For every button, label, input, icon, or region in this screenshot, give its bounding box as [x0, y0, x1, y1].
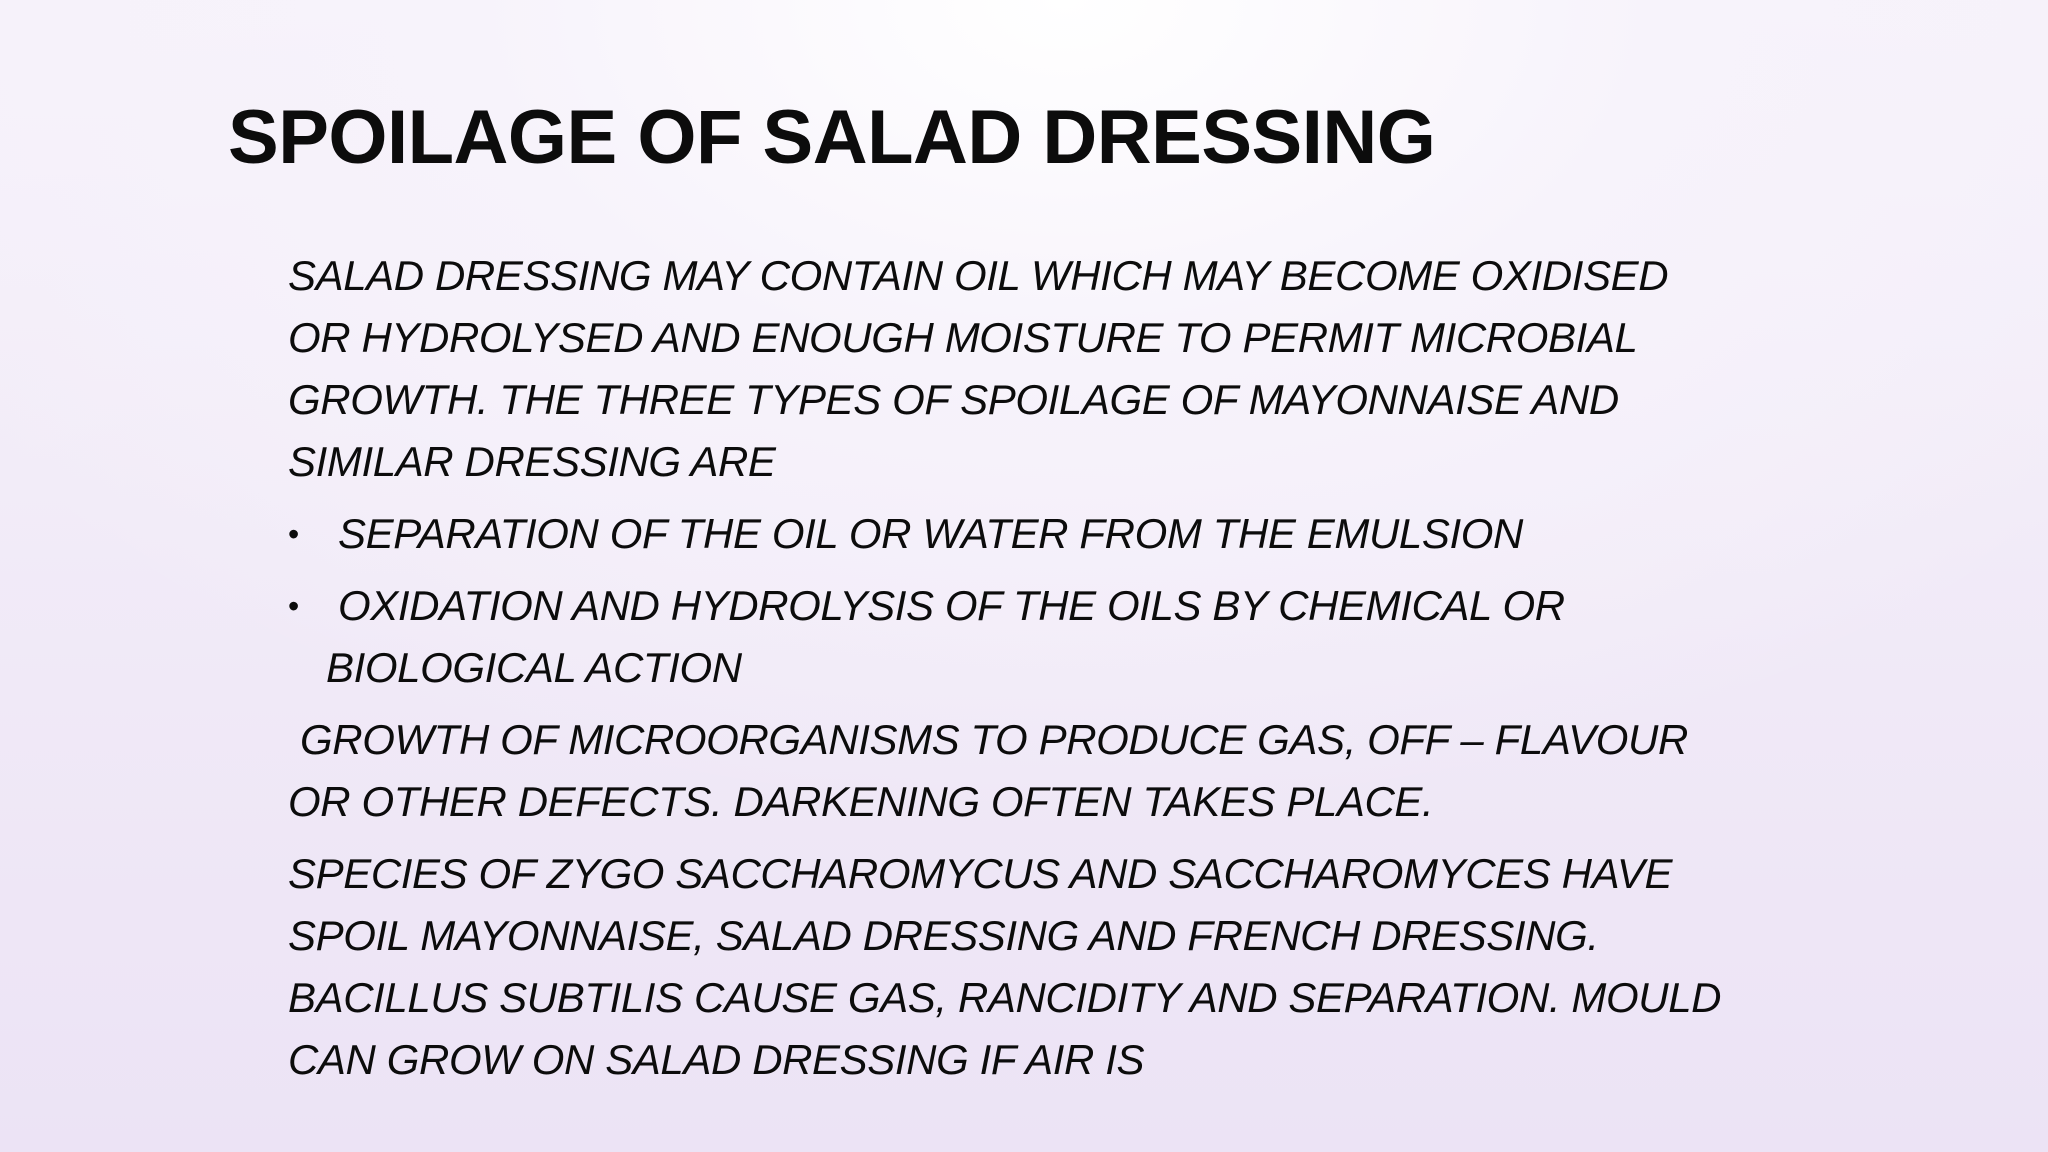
bullet-icon: • — [288, 588, 299, 624]
slide-title: SPOILAGE OF SALAD DRESSING — [228, 95, 1436, 180]
list-item — [288, 575, 1728, 699]
paragraph-gap — [288, 833, 1728, 843]
slide-body — [288, 245, 1728, 1091]
spoilage-type-list — [288, 503, 1728, 699]
growth-paragraph: GROWTH OF MICROORGANISMS TO PRODUCE GAS, OFF – FLAVOUR OR OTHER DEFECTS. DARKENING OFTEN TAKES PLACE. — [288, 716, 1688, 825]
bullet-text: OXIDATION AND HYDROLYSIS OF THE OILS BY CHEMICAL OR BIOLOGICAL ACTION — [326, 582, 1565, 691]
intro-paragraph: SALAD DRESSING MAY CONTAIN OIL WHICH MAY BECOME OXIDISED OR HYDROLYSED AND ENOUGH MOISTURE TO PERMIT MICROBIAL GROWTH. THE THREE TYPES OF SPOILAGE OF MAYONNAISE AND SIMILAR DRESSING ARE — [288, 252, 1669, 485]
species-paragraph: SPECIES OF ZYGO SACCHAROMYCUS AND SACCHAROMYCES HAVE SPOIL MAYONNAISE, SALAD DRESSING AND FRENCH DRESSING. BACILLUS SUBTILIS CAUSE GAS, RANCIDITY AND SEPARATION. MOULD CAN GROW ON SALAD DRESSING IF AIR IS — [288, 850, 1722, 1083]
list-item — [288, 503, 1728, 565]
bullet-icon: • — [288, 516, 299, 552]
bullet-text: SEPARATION OF THE OIL OR WATER FROM THE EMULSION — [338, 510, 1523, 557]
